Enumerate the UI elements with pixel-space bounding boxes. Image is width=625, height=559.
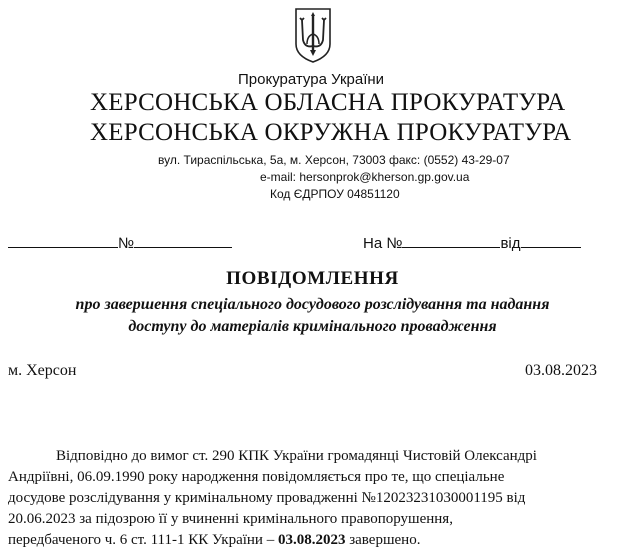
body-text: завершено. bbox=[345, 532, 421, 548]
body-line: досудове розслідування у кримінальному провадженні №12023231030001195 від bbox=[8, 490, 526, 506]
email-line: e-mail: hersonprok@kherson.gp.gov.ua bbox=[260, 170, 470, 184]
document-subtitle-line: доступу до матеріалів кримінального провадження bbox=[128, 318, 497, 335]
document-date: 03.08.2023 bbox=[525, 362, 597, 379]
org-name-district: ХЕРСОНСЬКА ОКРУЖНА ПРОКУРАТУРА bbox=[90, 119, 572, 146]
incoming-ref bbox=[363, 233, 581, 252]
ref-vid-label: від bbox=[500, 235, 521, 252]
body-line: 20.06.2023 за підозрою її у вчиненні кримінального правопорушення, bbox=[8, 511, 453, 527]
ref-blank bbox=[402, 233, 500, 248]
body-line: Відповідно до вимог ст. 290 КПК України громадянці Чистовій Олександрі bbox=[56, 448, 537, 464]
ref-blank bbox=[521, 233, 581, 248]
ref-na-label: На № bbox=[363, 235, 403, 252]
org-subtitle: Прокуратура України bbox=[238, 71, 385, 88]
completion-date: 03.08.2023 bbox=[277, 532, 346, 548]
ref-blank bbox=[134, 233, 232, 248]
edrpou-code: Код ЄДРПОУ 04851120 bbox=[270, 187, 400, 201]
outgoing-ref bbox=[8, 233, 232, 252]
city: м. Херсон bbox=[8, 362, 77, 379]
body-text: передбаченого ч. 6 ст. 111-1 КК України – bbox=[8, 532, 278, 548]
document-subtitle-line: про завершення спеціального досудового розслідування та надання bbox=[75, 296, 550, 313]
body-line: Андріївні, 06.09.1990 року народження повідомляється про те, що спеціальне bbox=[8, 469, 505, 485]
org-name-regional: ХЕРСОНСЬКА ОБЛАСНА ПРОКУРАТУРА bbox=[90, 89, 566, 116]
document-title: ПОВІДОМЛЕННЯ bbox=[226, 268, 399, 289]
ref-blank bbox=[8, 233, 118, 248]
trident-emblem-icon bbox=[293, 6, 333, 64]
address-line: вул. Тираспільська, 5а, м. Херсон, 73003 факс: (0552) 43-29-07 bbox=[158, 153, 510, 167]
ref-no-label: № bbox=[118, 235, 135, 252]
body-line bbox=[8, 532, 614, 549]
